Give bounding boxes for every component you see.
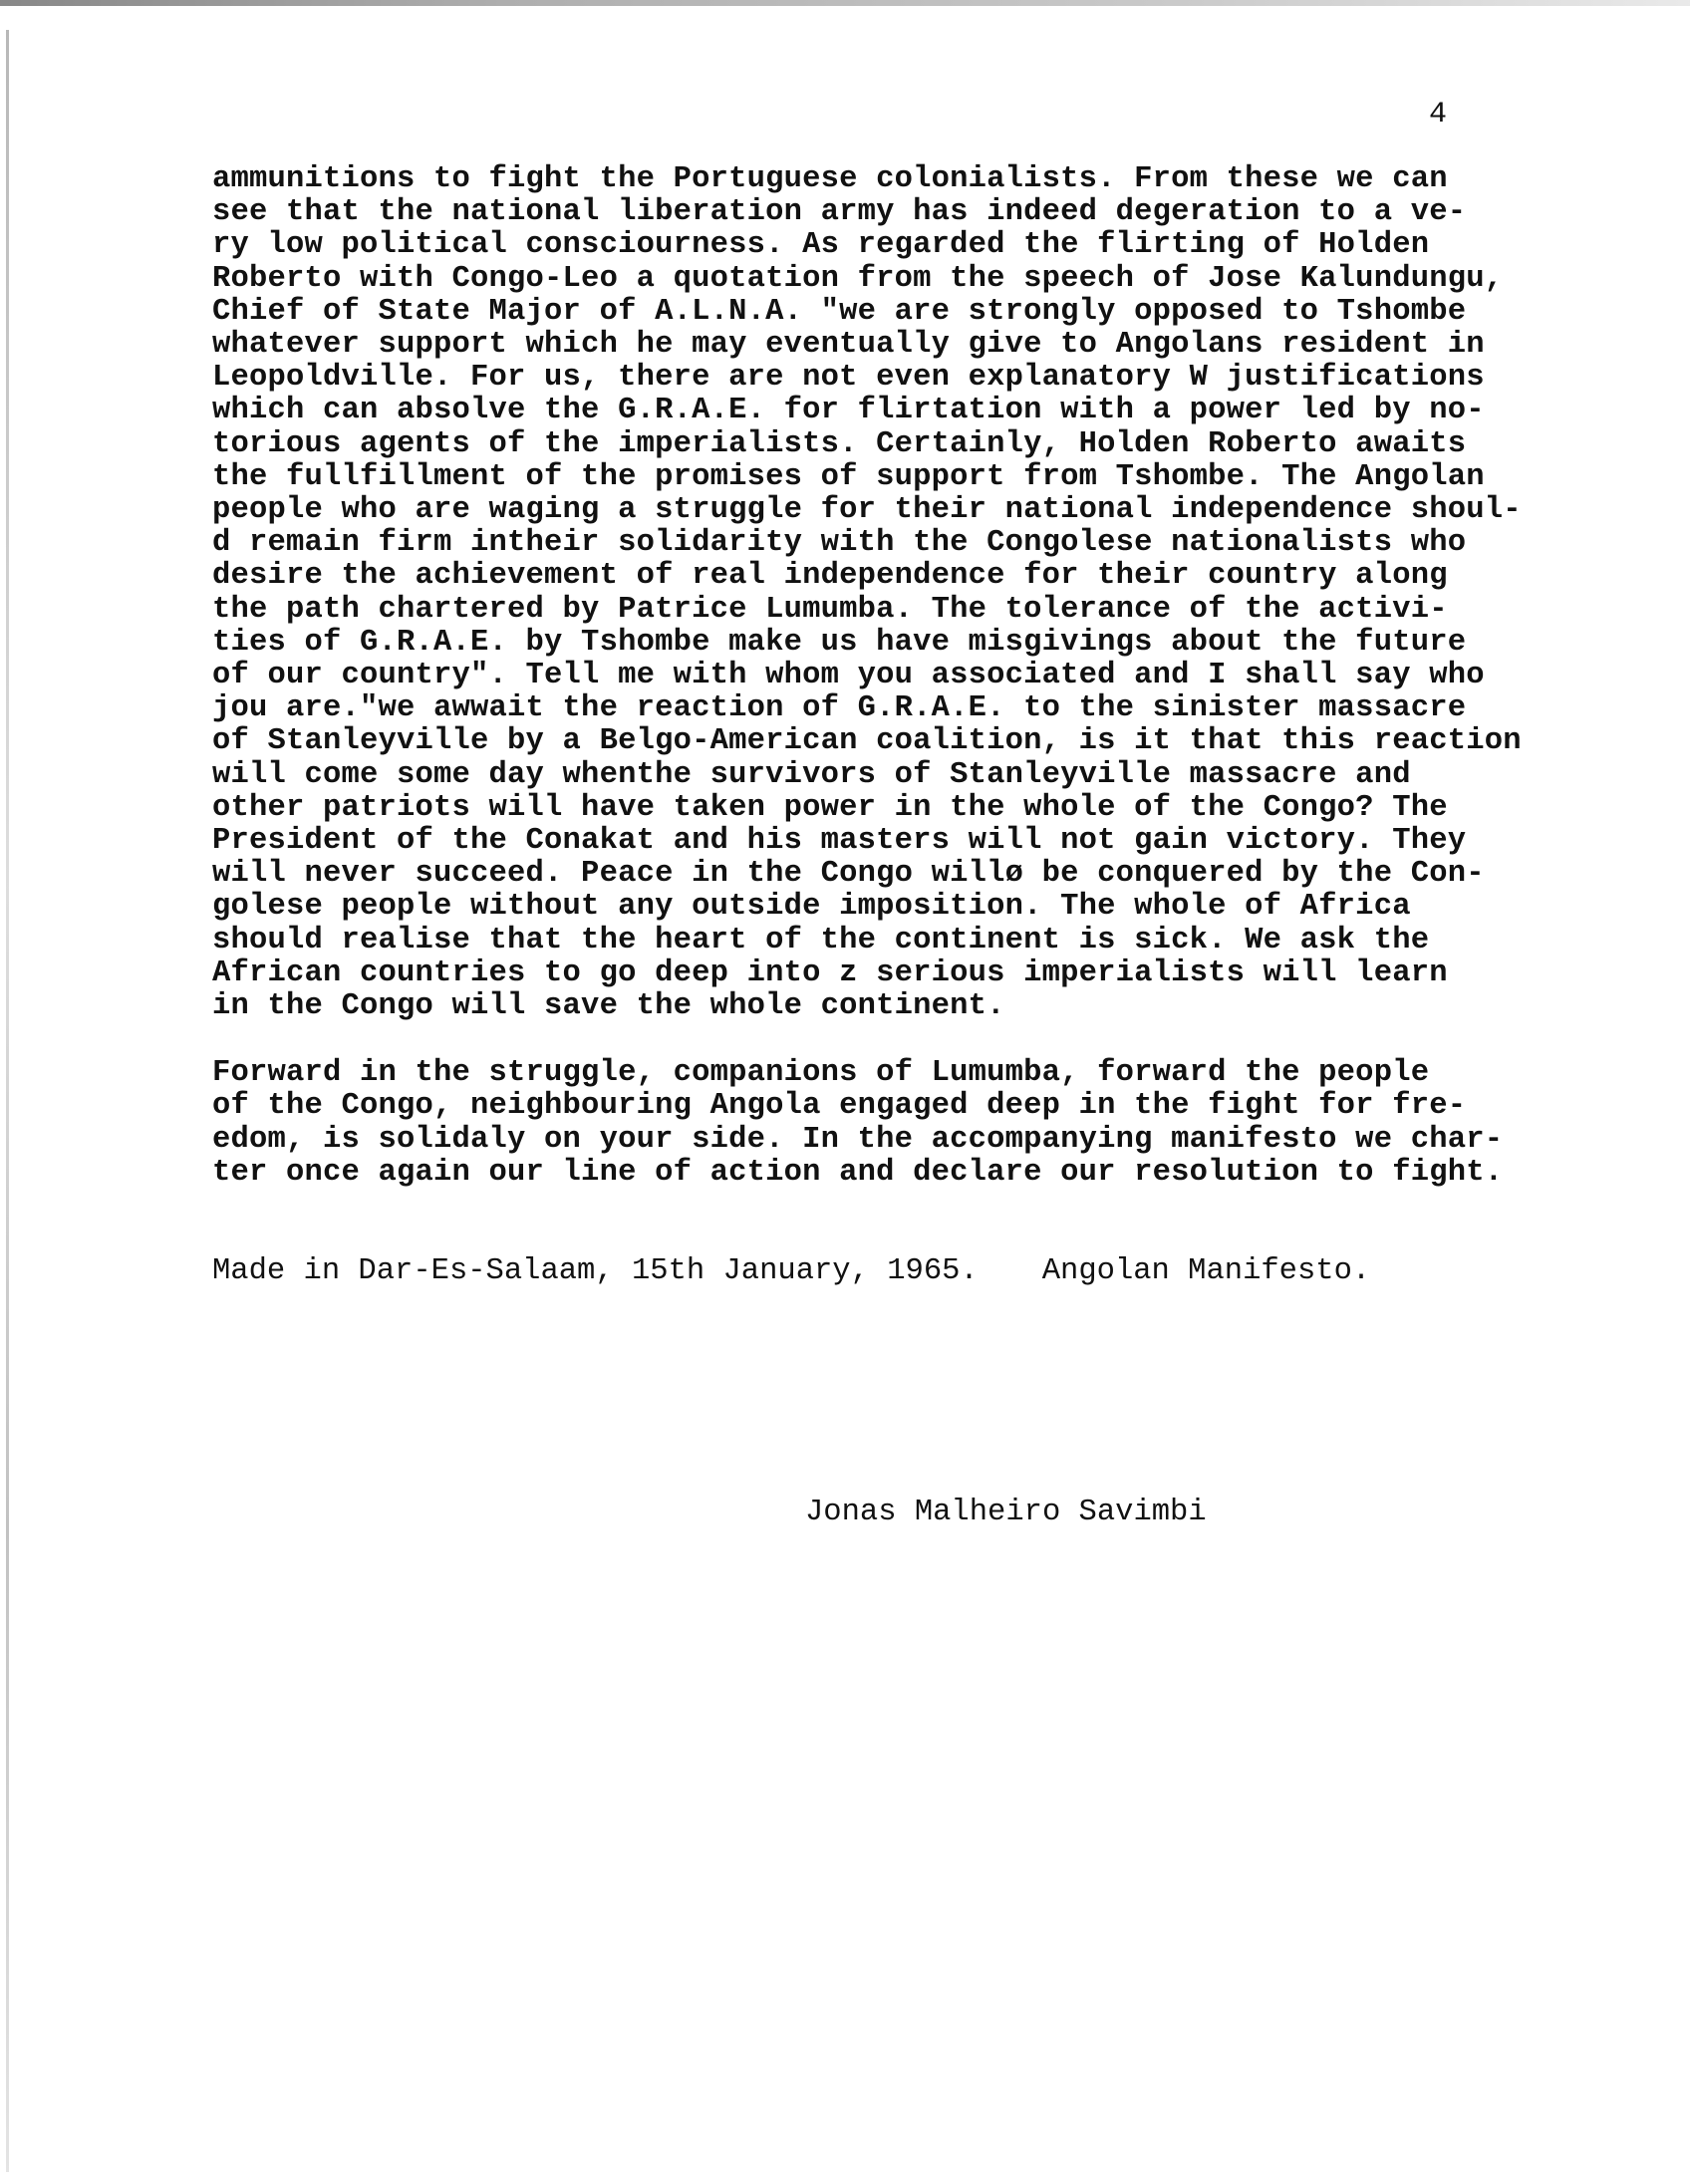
- text-line: see that the national liberation army has indeed degeration to a ve-: [212, 195, 1467, 230]
- paragraph-gap: [212, 1023, 1677, 1057]
- text-line: will come some day whenthe survivors of Stanleyville massacre and: [212, 757, 1411, 792]
- text-line: should realise that the heart of the continent is sick. We ask the: [212, 923, 1430, 957]
- text-line: people who are waging a struggle for their national independence shoul-: [212, 493, 1522, 528]
- text-line: whatever support which he may eventually give to Angolans resident in: [212, 328, 1485, 363]
- text-line: Roberto with Congo-Leo a quotation from the speech of Jose Kalundungu,: [212, 261, 1504, 296]
- text-line: ter once again our line of action and declare our resolution to fight.: [212, 1155, 1504, 1190]
- text-line: ry low political consciourness. As regarded the flirting of Holden: [212, 228, 1430, 263]
- text-line: d remain firm intheir solidarity with the Congolese nationalists who: [212, 526, 1467, 561]
- text-line: Chief of State Major of A.L.N.A. "we are strongly opposed to Tshombe: [212, 294, 1467, 329]
- place-date: Made in Dar-Es-Salaam, 15th January, 1965.: [212, 1254, 979, 1288]
- text-line: edom, is solidaly on your side. In the accompanying manifesto we char-: [212, 1122, 1504, 1157]
- scan-edge-left: [6, 30, 9, 2172]
- closing-line: [212, 1254, 1370, 1288]
- scan-edge-top: [0, 0, 1690, 6]
- text-line: ammunitions to fight the Portuguese colonialists. From these we can: [212, 162, 1448, 196]
- text-line: other patriots will have taken power in the whole of the Congo? The: [212, 790, 1448, 825]
- text-line: of Stanleyville by a Belgo-American coalition, is it that this reaction: [212, 724, 1522, 759]
- text-line: golese people without any outside imposition. The whole of Africa: [212, 890, 1411, 925]
- text-line: the path chartered by Patrice Lumumba. The tolerance of the activi-: [212, 592, 1448, 627]
- paragraph: [212, 163, 1677, 1023]
- text-line: which can absolve the G.R.A.E. for flirtation with a power led by no-: [212, 394, 1485, 428]
- text-line: Forward in the struggle, companions of Lumumba, forward the people: [212, 1056, 1430, 1091]
- paragraph: [212, 1057, 1677, 1190]
- text-line: of our country". Tell me with whom you associated and I shall say who: [212, 659, 1485, 693]
- text-line: torious agents of the imperialists. Certainly, Holden Roberto awaits: [212, 426, 1467, 461]
- text-line: African countries to go deep into z serious imperialists will learn: [212, 956, 1448, 990]
- text-line: will never succeed. Peace in the Congo willø be conquered by the Con-: [212, 857, 1485, 892]
- body-text: [212, 163, 1677, 1190]
- text-line: desire the achievement of real independence for their country along: [212, 559, 1448, 594]
- document-title: Angolan Manifesto.: [1041, 1254, 1371, 1288]
- text-line: in the Congo will save the whole continent.: [212, 989, 1005, 1024]
- text-line: of the Congo, neighbouring Angola engaged deep in the fight for fre-: [212, 1089, 1467, 1124]
- text-line: Leopoldville. For us, there are not even explanatory W justifications: [212, 361, 1485, 396]
- text-line: ties of G.R.A.E. by Tshombe make us have misgivings about the future: [212, 625, 1467, 660]
- page-number: 4: [1429, 98, 1448, 132]
- text-line: President of the Conakat and his masters will not gain victory. They: [212, 824, 1467, 859]
- text-line: the fullfillment of the promises of support from Tshombe. The Angolan: [212, 459, 1485, 494]
- text-line: jou are."we awwait the reaction of G.R.A.E. to the sinister massacre: [212, 691, 1467, 726]
- signature-name: Jonas Malheiro Savimbi: [805, 1496, 1207, 1529]
